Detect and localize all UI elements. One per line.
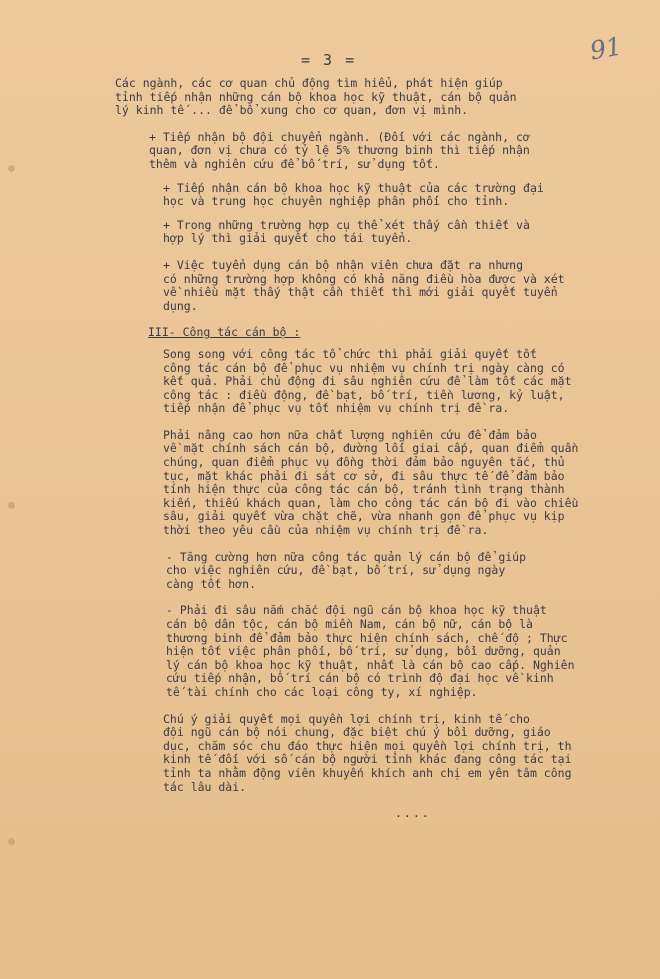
handwritten-page-annotation: 91 <box>587 31 625 66</box>
document-body <box>115 77 635 821</box>
paragraph: Chú ý giải quyết mọi quyền lợi chính trị, kinh tế cho đội ngũ cán bộ nói chung, đặc biệt chú ý bồi dưỡng, giáo dục, chăm sóc chu đáo thực hiện mọi quyền lợi chính trị, th kinh tế đối với số cán bộ người tỉnh khác đang công tác tại tỉnh ta nhằm động viên khuyến khích anh chị em yên tâm công tác lâu dài. <box>163 711 572 794</box>
punch-hole <box>8 838 15 845</box>
paragraph: Các ngành, các cơ quan chủ động tìm hiểu, phát hiện giúp tỉnh tiếp nhận những cán bộ khoa học kỹ thuật, cán bộ quản lý kinh tế ... để bổ xung cho cơ quan, đơn vị mình. <box>115 76 517 118</box>
paragraph: + Trong những trường hợp cụ thể xét thấy cần thiết và hợp lý thì giải quyết cho tái tuyển. <box>163 217 530 246</box>
paragraph: - Phải đi sâu nắm chắc đội ngũ cán bộ khoa học kỹ thuật cán bộ dân tộc, cán bộ miền Nam, cán bộ nữ, cán bộ là thương binh để đảm bảo thực hiện chính sách, chế độ ; Thực hiện tốt việc phân phối, bố trí, sử dụng, bồi dưỡng, quản lý cán bộ khoa học kỹ thuật, nhất là cán bộ cao cấp. Nghiên cứu tiếp nhận, bố trí cán bộ có trình độ đại học về kinh tế tài chính cho các loại công ty, xí nghiệp. <box>166 603 575 699</box>
paragraph: + Tiếp nhận bộ đội chuyển ngành. (Đối với các ngành, cơ quan, đơn vị chưa có tỷ lệ 5% thương binh thì tiếp nhận thêm và nghiên cứu để bố trí, sử dụng tốt. <box>149 129 530 171</box>
punch-hole <box>8 165 15 172</box>
paragraph: - Tăng cường hơn nữa công tác quản lý cán bộ để giúp cho việc nghiên cứu, đề bạt, bố trí, sử dụng ngày càng tốt hơn. <box>166 549 527 591</box>
paragraph: + Tiếp nhận cán bộ khoa học kỹ thuật của các trường đại học và trung học chuyên nghiệp phân phối cho tỉnh. <box>163 180 544 209</box>
punch-hole <box>8 502 15 509</box>
paragraph: Song song với công tác tổ chức thì phải giải quyết tốt công tác cán bộ để phục vụ nhiệm vụ chính trị ngày càng có kết quả. Phải chủ động đi sâu nghiên cứu để làm tốt các mặt công tác : điều động, đề bạt, bố trí, tiền lương, kỷ luật, tiếp nhận để phục vụ tốt nhiệm vụ chính trị đề ra. <box>163 346 572 416</box>
end-mark: .... <box>395 806 431 821</box>
paragraph: Phải nâng cao hơn nữa chất lượng nghiên cứu để đảm bảo về mặt chính sách cán bộ, đường lối giai cấp, quan điểm quần chúng, quan điểm phục vụ đồng thời đảm bảo nguyên tắc, thủ tục, mặt khác phải đi sát cơ sở, đi sâu thực tế để đảm bảo tính hiện thực của công tác cán bộ, tránh tình trạng thành kiến, thiếu khách quan, làm cho công tác cán bộ đi vào chiều sâu, giải quyết vừa chặt chẽ, vừa nhanh gọn để phục vụ kịp thời theo yêu cầu của nhiệm vụ chính trị đề ra. <box>163 427 579 538</box>
paragraph: + Việc tuyển dụng cán bộ nhận viên chưa đặt ra nhưng có những trường hợp không có khả năng điều hòa được và xét về nhiều mặt thấy thật cần thiết thì mới giải quyết tuyển dụng. <box>163 257 565 313</box>
page-number: = 3 = <box>301 51 357 69</box>
section-heading: III- Công tác cán bộ : <box>148 325 301 340</box>
